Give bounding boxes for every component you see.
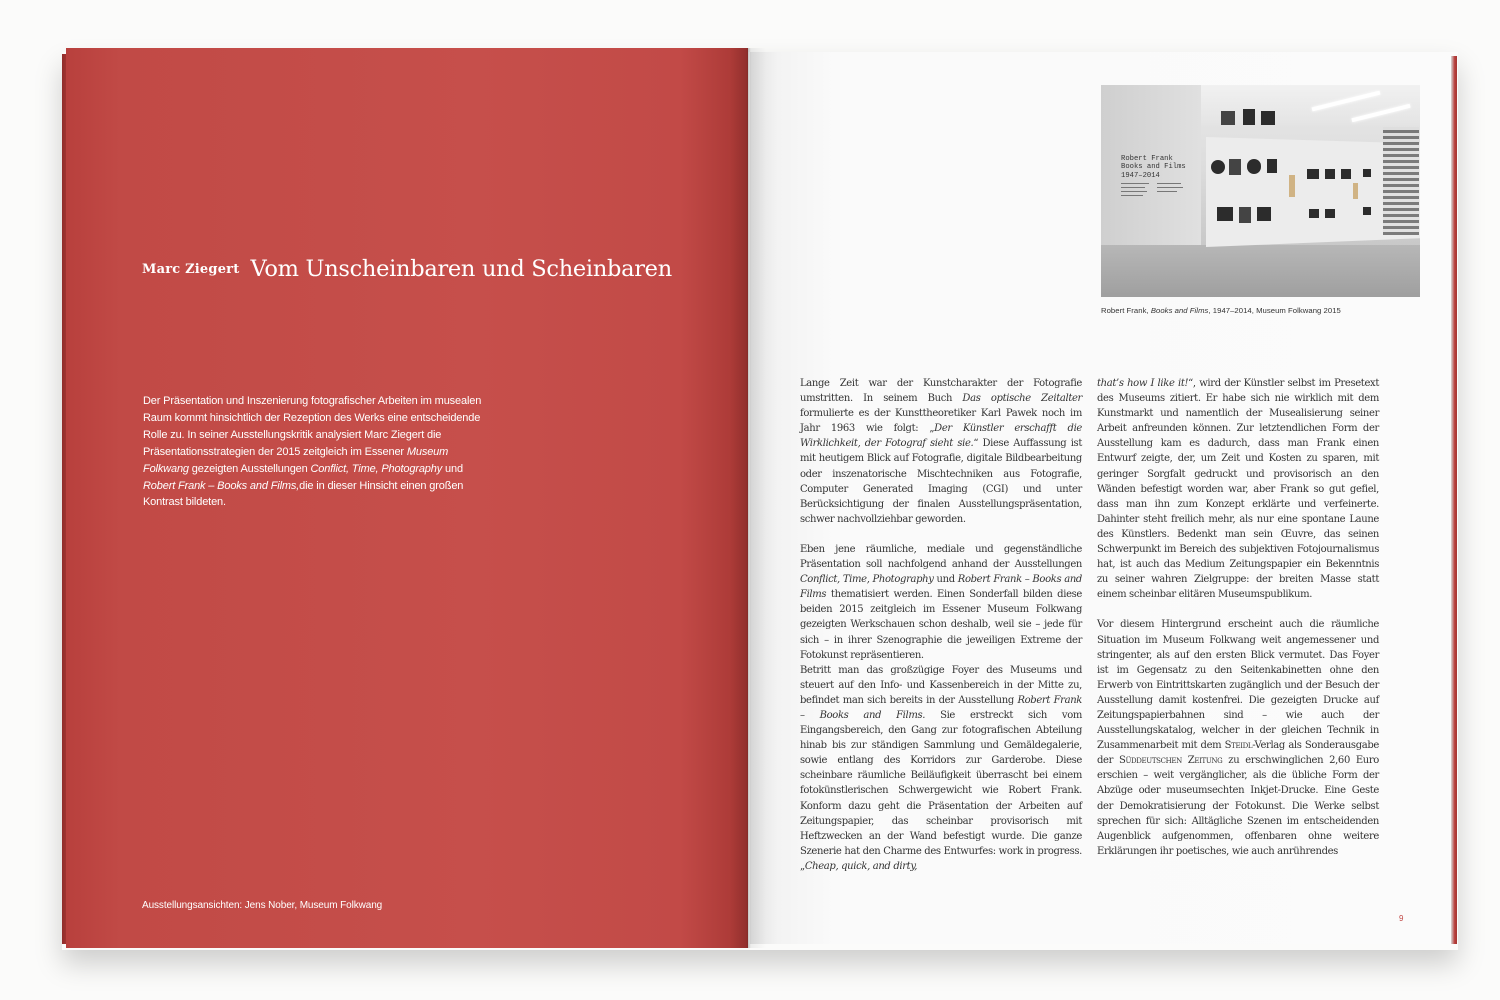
italic-run: Robert Frank – Books and Films: [800, 574, 1082, 601]
text-run: Eben jene räumliche, mediale und gegenständliche Präsentation soll nachfolgend anhand der Ausstellungen: [800, 543, 1082, 571]
text-run: “ Diese Auffassung ist mit heutigem Blick auf Fotografie, digitale Bildbearbeitung oder inszenatorische Mischtechniken aus Fotografie, Computer Generated Imaging (CGI) und unter Berücksichtigung der finalen Ausstellungspräsentation, schwer nachvollziehbar geworden.: [800, 438, 1082, 525]
text-run: Sie erstreckt sich vom Eingangsbereich, den Gang zur fotografischen Abteilung hinab bis zur ständigen Sammlung und Gemäldegalerie, sowie entlang des Korridors zur Garderobe. Diese scheinbare räumliche Beiläufigkeit überrascht bei einem fotokünstlerischen Schwergewicht wie Robert Frank. Konform dazu geht die Präsentation der Arbeiten auf Zeitungspapier, das scheinbar provisorisch mit Heftzwecken an der Wand befestigt wurde. Die ganze Szenerie hat den Charme des Entwurfes: work in progress. „: [800, 709, 1082, 872]
photo-wall-text: Robert Frank Books and Films 1947–2014: [1121, 155, 1186, 180]
photo-print: [1247, 159, 1261, 174]
italic-run: Museum Folkwang: [143, 445, 449, 475]
photo-caption: [1101, 306, 1341, 315]
photo-print-grid: [1383, 127, 1419, 235]
photo-print: [1229, 159, 1241, 175]
text-run: “, wird der Künstler selbst im Presetext des Museums zitiert. Er habe sich nie wirklich mit dem Kunstmarkt und namentlich der Musealisierung seiner Arbeit anfreunden können. Zur letztendlichen Form der Ausstellung kam es dadurch, dass man Frank einen Entwurf zeigte, der, um Zeit und Kosten zu sparen, mit geringer Sorgfalt gedruckt und provisorisch an den Wänden befestigt worden war, aber Frank so gut gefiel, dass man ihn zum Konzept erklärte und verfeinerte. Dahinter steht freilich mehr, als nur eine spontane Laune des Künstlers. Bedenkt man sein Œuvre, das seinen Schwerpunkt im Bereich des subjektiven Fotojournalismus hat, ist auch das Medium Zeitungspapier ein Bekenntnis zu seiner wahren Zielgruppe: der breiten Masse statt einem scheinbar elitären Museumspublikum.: [1097, 378, 1379, 601]
photo-print: [1217, 207, 1233, 221]
paragraph: [800, 663, 1082, 874]
photo-print: [1363, 207, 1371, 215]
photo-credit: Ausstellungsansichten: Jens Nober, Museum Folkwang: [142, 900, 383, 911]
photo-print: [1243, 109, 1255, 125]
italic-run: Books and Films: [1150, 306, 1209, 315]
text-run: und: [933, 574, 958, 586]
text-run: die in dieser Hinsicht einen großen Kontrast bildeten.: [143, 479, 464, 509]
photo-print: [1267, 159, 1277, 173]
italic-run: Conflict, Time, Photography: [800, 574, 934, 586]
text-run: thematisiert werden. Einen Sonderfall bilden diese beiden 2015 zeitgleich im Essener Museum Folkwang gezeigten Werkschauen schon deshalb, weil sie – jede für sich – in ihrer Szenographie die jeweiligen Extreme der Fotokunst repräsentieren.: [800, 589, 1082, 661]
paragraph: [800, 376, 1082, 527]
photo-print: [1211, 160, 1225, 174]
article-intro: [143, 393, 493, 511]
photo-print: [1261, 111, 1275, 125]
text-run: und: [442, 462, 463, 475]
paragraph: [1097, 617, 1379, 859]
text-run: Betritt man das großzügige Foyer des Museums und steuert auf den Info- und Kassenbereich in der Mitte zu, befindet man sich bereits in der Ausstellung: [800, 664, 1082, 706]
text-run: gezeigten Ausstellungen: [188, 462, 311, 475]
photo-print-ochre: [1353, 183, 1358, 199]
photo-floor: [1101, 245, 1420, 297]
right-page-edge: [1451, 56, 1457, 944]
text-run: formulierte es der Kunsttheoretiker Karl Pawek noch im Jahr 1963 wie folgt: „: [800, 408, 1082, 435]
photo-print: [1325, 209, 1335, 218]
photo-print: [1307, 169, 1319, 179]
photo-wall-text-line: [1121, 187, 1145, 188]
italic-run: Conflict, Time, Photography: [310, 462, 443, 475]
photo-print: [1221, 111, 1235, 125]
photo-wall-text-line: [1121, 183, 1149, 184]
article-title: Vom Unscheinbaren und Scheinbaren: [250, 256, 672, 282]
photo-print: [1341, 169, 1351, 179]
photo-wall-text-line: [1157, 187, 1183, 188]
article-heading: [142, 256, 672, 282]
italic-run: Das optische Zeitalter: [962, 393, 1082, 405]
text-run: Vor diesem Hintergrund erscheint auch die räumliche Situation im Museum Folkwang weit angemessener und stringenter, als auf den ersten Blick vermutet. Das Foyer ist im Gegensatz zu den Seitenkabinetten ohne den Erwerb von Eintrittskarten zugänglich und der Besuch der Ausstellung damit kostenfrei. Die gezeigten Drucke auf Zeitungspapierbahnen sind – wie auch der Ausstellungskatalog, welcher in der gleichen Technik in Zusammenarbeit mit dem: [1097, 619, 1379, 752]
text-run: -Verlag als Sonderausgabe der: [1097, 740, 1379, 767]
italic-run: Robert Frank – Books and Films.: [800, 694, 1083, 721]
small-caps-run: Steidl: [1224, 740, 1253, 752]
photo-print: [1257, 207, 1271, 221]
text-column-2: [1097, 376, 1379, 859]
article-author: Marc Ziegert: [142, 261, 240, 277]
photo-print: [1239, 207, 1251, 223]
text-run: Der Präsentation und Inszenierung fotografischer Arbeiten im musealen Raum kommt hinsichtlich der Rezeption des Werks eine entscheidende Rolle zu. In seiner Ausstellungskritik analysiert Marc Ziegert die Präsentationsstrategien der 2015 zeitgleich im Essener: [143, 395, 482, 458]
paragraph: [1097, 376, 1379, 602]
italic-run: Robert Frank – Books and Films,: [143, 479, 300, 492]
photo-print-ochre: [1289, 175, 1295, 197]
italic-run: Der Künstler erschafft die Wirklichkeit, der Fotograf sieht sie.: [800, 423, 1082, 450]
text-run: Lange Zeit war der Kunstcharakter der Fotografie umstritten. In seinem Buch: [800, 378, 1082, 405]
photo-wall-text-line: [1157, 191, 1177, 192]
text-run: , 1947–2014, Museum Folkwang 2015: [1208, 306, 1341, 315]
paragraph: [800, 542, 1082, 663]
photo-wall-text-line: [1157, 183, 1181, 184]
photo-print: [1325, 169, 1335, 179]
italic-run: Cheap, quick, and dirty,: [804, 860, 918, 872]
small-caps-run: Süddeutschen Zeitung: [1118, 755, 1223, 767]
photo-print: [1309, 209, 1319, 218]
exhibition-photo: [1101, 85, 1420, 297]
photo-wall-text-line: [1121, 191, 1147, 192]
photo-print: [1363, 169, 1371, 177]
text-run: Robert Frank,: [1101, 306, 1151, 315]
italic-run: that’s how I like it!: [1097, 378, 1189, 389]
text-run: zu erschwinglichen 2,60 Euro erschien – weit vergänglicher, als die übliche Form der Abzüge oder museumsechten Inkjet-Drucke. Eine Geste der Demokratisierung der Fotokunst. Die Werke selbst sprechen für sich: Alltägliche Szenen im entscheidenden Augenblick aufgenommen, offenbaren ohne weitere Erklärungen ihr poetisches, wie auch anrührendes: [1097, 755, 1379, 857]
page-number: 9: [1399, 914, 1404, 923]
text-column-1: [800, 376, 1082, 874]
photo-wall-text-line: [1121, 195, 1143, 196]
